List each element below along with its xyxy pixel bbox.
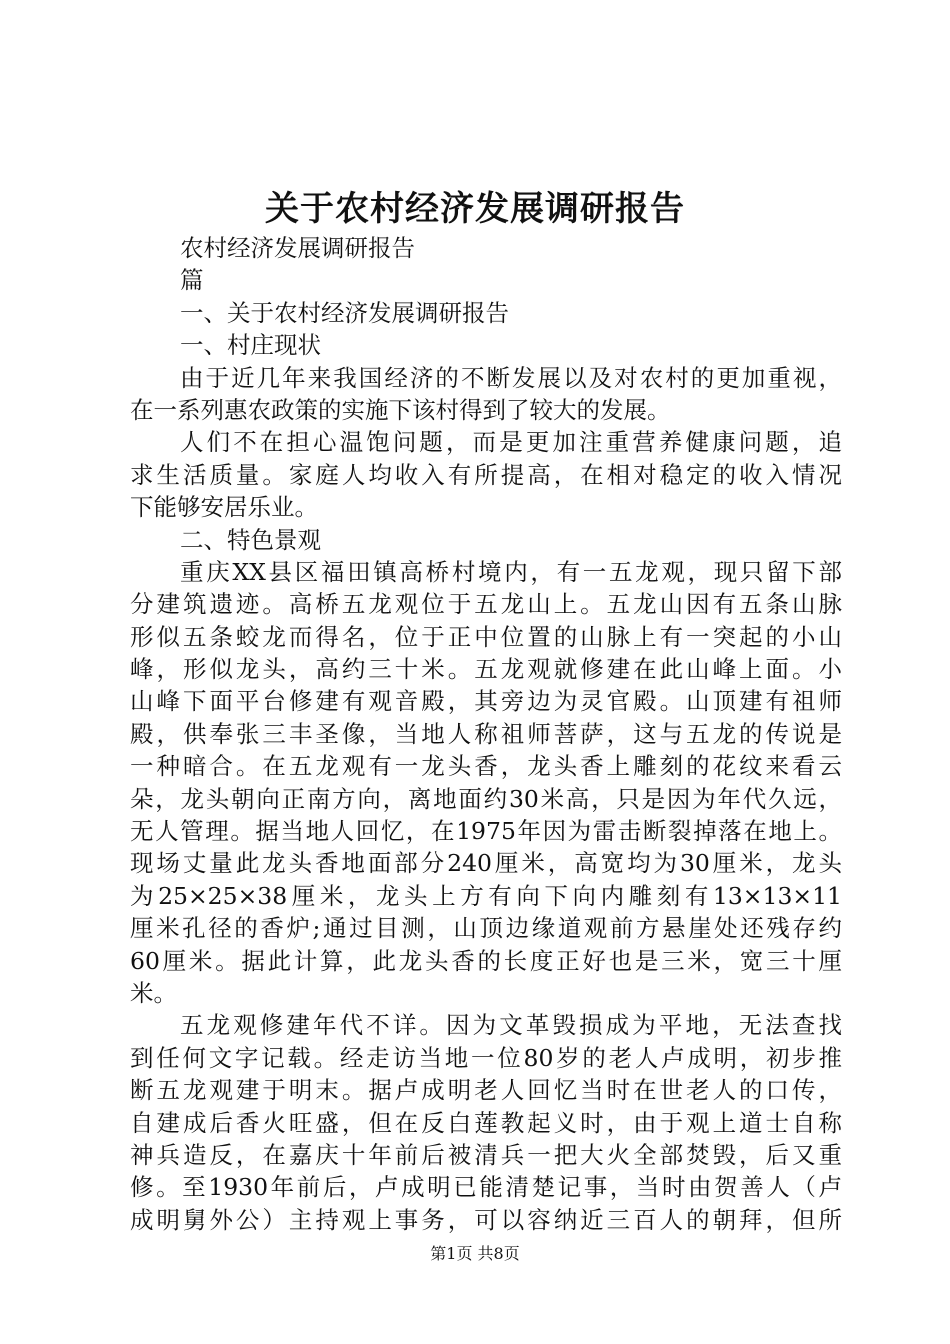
paragraph-line: 朵，龙头朝向正南方向，离地面约30米高，只是因为年代久远， xyxy=(130,784,842,813)
paragraph-line: 到任何文字记载。经走访当地一位80岁的老人卢成明，初步推 xyxy=(130,1043,842,1072)
paragraph-line: 五龙观修建年代不详。因为文革毁损成为平地，无法查找 xyxy=(180,1011,842,1040)
paragraph-line: 峰，形似龙头，高约三十米。五龙观就修建在此山峰上面。小 xyxy=(130,655,842,684)
paragraph-line: 在一系列惠农政策的实施下该村得到了较大的发展。 xyxy=(130,395,671,424)
section-label-line: 篇 xyxy=(180,266,204,295)
paragraph-line: 人们不在担心温饱问题，而是更加注重营养健康问题，追 xyxy=(180,428,842,457)
paragraph-line: 现场丈量此龙头香地面部分240厘米，高宽均为30厘米，龙头 xyxy=(130,849,842,878)
paragraph-line: 为25×25×38厘米，龙头上方有向下向内雕刻有13×13×11 xyxy=(130,881,842,910)
document-body xyxy=(130,232,842,1236)
paragraph-line: 60厘米。据此计算，此龙头香的长度正好也是三米，宽三十厘 xyxy=(130,946,842,975)
paragraph-line: 一种暗合。在五龙观有一龙头香，龙头香上雕刻的花纹来看云 xyxy=(130,752,842,781)
heading-line: 二、特色景观 xyxy=(180,525,321,554)
paragraph-line: 山峰下面平台修建有观音殿，其旁边为灵官殿。山顶建有祖师 xyxy=(130,687,842,716)
paragraph-line: 由于近几年来我国经济的不断发展以及对农村的更加重视， xyxy=(180,363,842,392)
paragraph-line: 修。至1930年前后，卢成明已能清楚记事，当时由贺善人（卢 xyxy=(130,1173,842,1202)
paragraph-line: 断五龙观建于明末。据卢成明老人回忆当时在世老人的口传， xyxy=(130,1076,842,1105)
paragraph-line: 形似五条蛟龙而得名，位于正中位置的山脉上有一突起的小山 xyxy=(130,622,842,651)
paragraph-line: 求生活质量。家庭人均收入有所提高，在相对稳定的收入情况 xyxy=(130,460,842,489)
paragraph-line: 无人管理。据当地人回忆，在1975年因为雷击断裂掉落在地上。 xyxy=(130,817,842,846)
paragraph-line: 厘米孔径的香炉;通过目测，山顶边缘道观前方悬崖处还残存约 xyxy=(130,914,842,943)
paragraph-line: 成明舅外公）主持观上事务，可以容纳近三百人的朝拜，但所 xyxy=(130,1205,842,1234)
document-title: 关于农村经济发展调研报告 xyxy=(265,189,685,229)
subtitle-line: 农村经济发展调研报告 xyxy=(180,234,415,262)
paragraph-line: 神兵造反，在嘉庆十年前后被清兵一把大火全部焚毁，后又重 xyxy=(130,1140,842,1169)
page-footer: 第1页 共8页 xyxy=(430,1244,520,1263)
heading-line: 一、村庄现状 xyxy=(180,331,321,360)
paragraph-line: 殿，供奉张三丰圣像，当地人称祖师菩萨，这与五龙的传说是 xyxy=(130,719,842,748)
paragraph-line: 米。 xyxy=(130,978,177,1007)
paragraph-line: 重庆XX县区福田镇高桥村境内，有一五龙观，现只留下部 xyxy=(180,557,842,586)
paragraph-line: 分建筑遗迹。高桥五龙观位于五龙山上。五龙山因有五条山脉 xyxy=(130,590,842,619)
paragraph-line: 自建成后香火旺盛，但在反白莲教起义时，由于观上道士自称 xyxy=(130,1108,842,1137)
paragraph-line: 下能够安居乐业。 xyxy=(130,493,318,522)
heading-line: 一、关于农村经济发展调研报告 xyxy=(180,298,509,327)
